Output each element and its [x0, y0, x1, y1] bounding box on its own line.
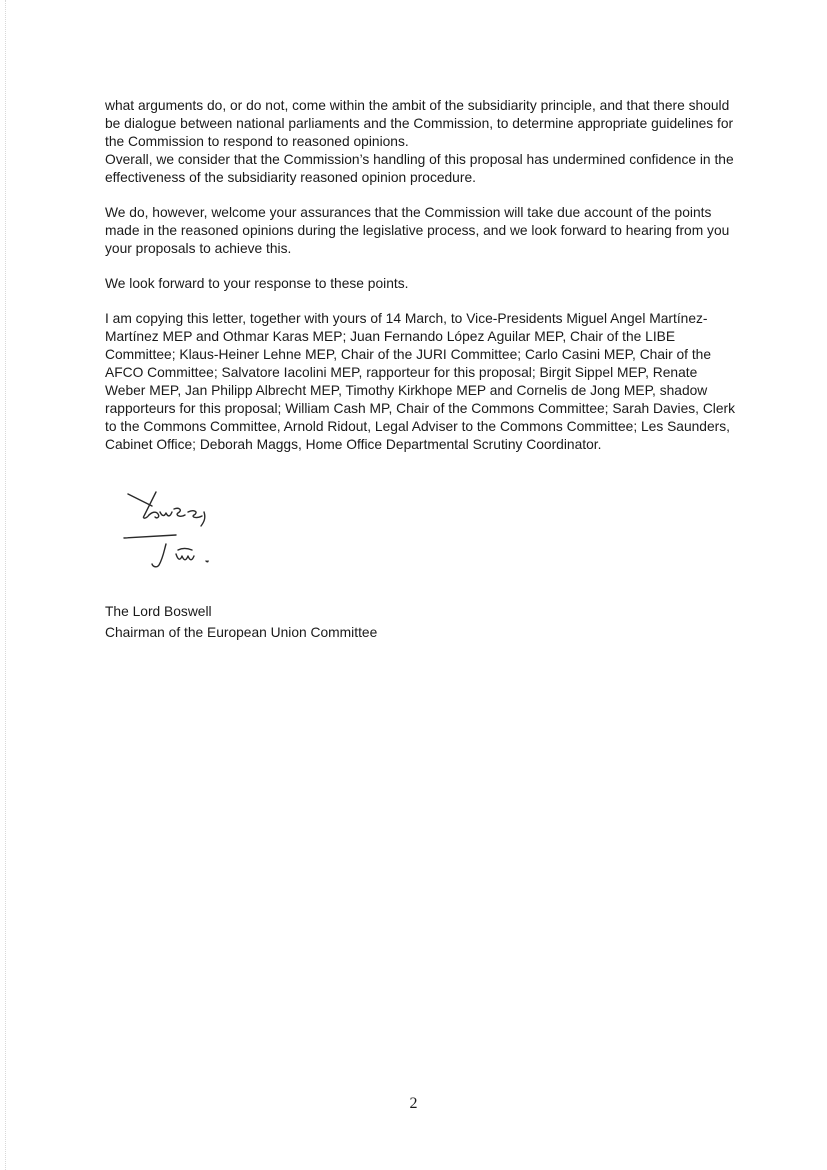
scan-edge-line	[5, 0, 6, 1170]
page-number: 2	[409, 1095, 418, 1112]
paragraph-undermined-confidence: Overall, we consider that the Commission’s handling of this proposal has undermined confidence in the effectiveness of the subsidiarity reasoned opinion procedure.	[105, 152, 734, 185]
letter-body	[105, 97, 737, 471]
signatory-name: The Lord Boswell	[105, 604, 212, 619]
paragraph-assurances: We do, however, welcome your assurances that the Commission will take due account of the points made in the reasoned opinions during the legislative process, and we look forward to hearing from you your proposals to achieve this.	[105, 205, 730, 256]
paragraph-copy-recipients: I am copying this letter, together with yours of 14 March, to Vice-Presidents Miguel Angel Martínez-Martínez MEP and Othmar Karas MEP; Juan Fernando López Aguilar MEP, Chair of the LIBE Committee; Klaus-Heiner Lehne MEP, Chair of the JURI Committee; Carlo Casini MEP, Chair of the AFCO Committee; Salvatore Iacolini MEP, rapporteur for this proposal; Birgit Sippel MEP, Renate Weber MEP, Jan Philipp Albrecht MEP, Timothy Kirkhope MEP and Cornelis de Jong MEP, shadow rapporteurs for this proposal; William Cash MP, Chair of the Commons Committee; Sarah Davies, Clerk to the Commons Committee, Arnold Ridout, Legal Adviser to the Commons Committee; Les Saunders, Cabinet Office; Deborah Maggs, Home Office Departmental Scrutiny Coordinator.	[105, 311, 736, 452]
signature-drawing	[122, 488, 232, 570]
signatory-block	[105, 603, 377, 645]
handwritten-signature	[122, 488, 232, 570]
signatory-title: Chairman of the European Union Committee	[105, 625, 378, 640]
paragraph-subsidiarity-dialogue: what arguments do, or do not, come within the ambit of the subsidiarity principle, and that there should be dialogue between national parliaments and the Commission, to determine appropriate guidelines for the Commission to respond to reasoned opinions.	[105, 98, 734, 149]
paragraph-response-request: We look forward to your response to these points.	[105, 276, 409, 291]
